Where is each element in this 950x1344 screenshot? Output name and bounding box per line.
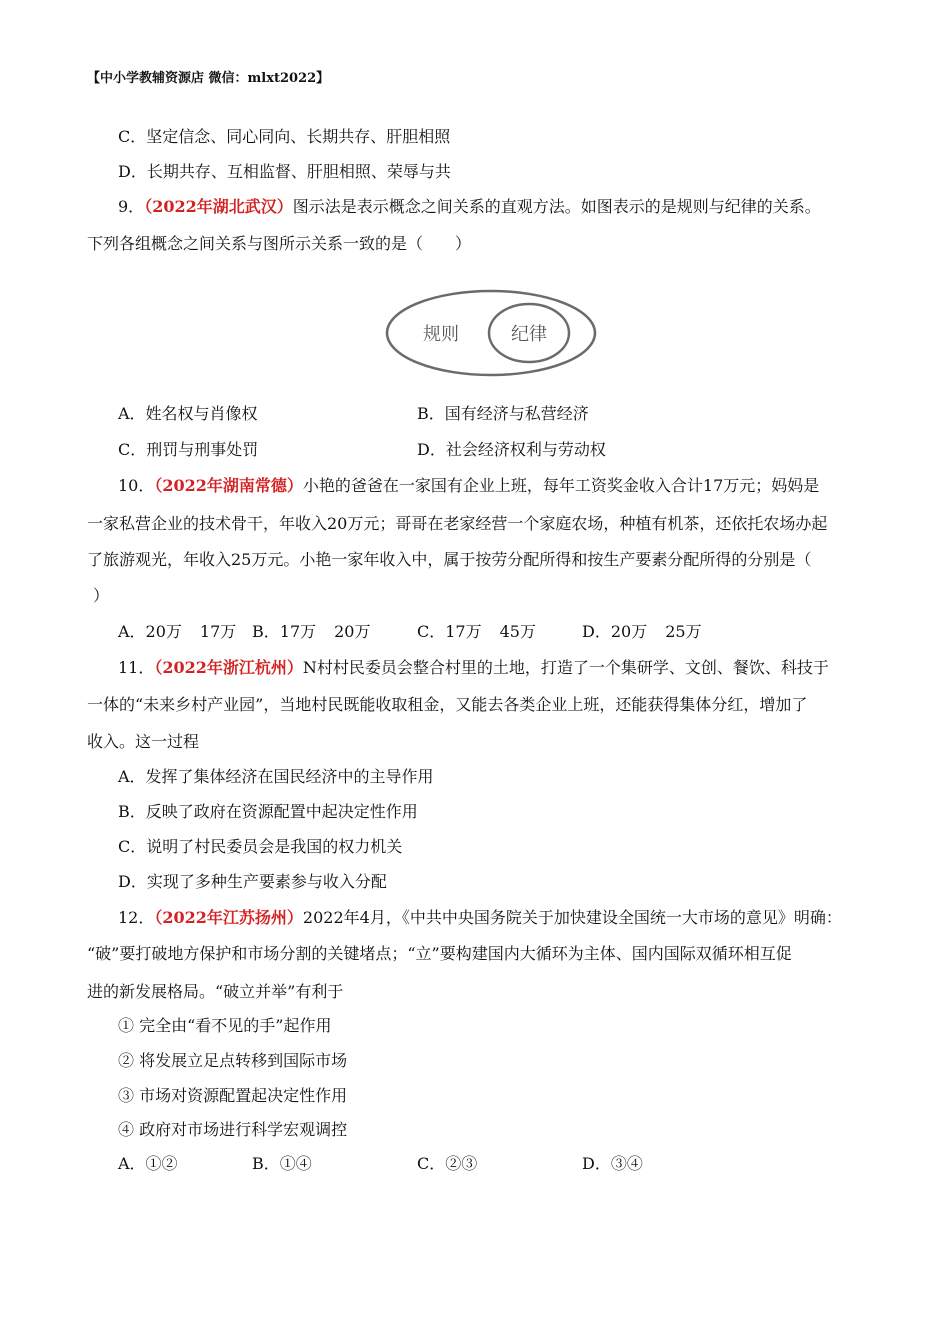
q10-option-b-label: B．17万: [252, 622, 317, 641]
q10-option-c-label: C．17万: [417, 622, 482, 641]
q9-number: 9．: [118, 197, 145, 216]
q11-line3: 收入。这一过程: [87, 732, 200, 751]
inner-label-discipline: 纪律: [511, 324, 547, 345]
q11-line1: [118, 658, 829, 678]
q8-option-c: C．坚定信念、同心同向、长期共存、肝胆相照: [118, 127, 451, 146]
q8-option-d: D．长期共存、互相监督、肝胆相照、荣辱与共: [118, 162, 451, 181]
q12-line3: 进的新发展格局。“破立并举”有利于: [87, 982, 344, 1001]
q10-line2: 一家私营企业的技术骨干，年收入20万元；哥哥在老家经营一个家庭农场，种植有机茶，还依托农场办起: [87, 514, 828, 533]
q12-line1: [118, 908, 842, 928]
q12-number: 12．: [118, 908, 155, 927]
q10-number: 10．: [118, 476, 155, 495]
q9-option-a: A．姓名权与肖像权: [118, 404, 258, 423]
q12-source: （2022年江苏扬州）: [154, 908, 303, 927]
outer-label-rules: 规则: [423, 324, 459, 345]
q11-option-b: B．反映了政府在资源配置中起决定性作用: [118, 802, 418, 821]
q12-statement-2: ② 将发展立足点转移到国际市场: [118, 1051, 348, 1070]
q10-option-d-label: D．20万: [582, 622, 648, 641]
q10-line3: 了旅游观光，年收入25万元。小艳一家年收入中，属于按劳分配所得和按生产要素分配所得的分别是（: [87, 550, 812, 569]
q10-option-c: [417, 622, 536, 642]
q11-stem-1: N村村民委员会整合村里的土地，打造了一个集研学、文创、餐饮、科技于: [302, 658, 829, 677]
q10-option-d: [582, 622, 702, 642]
q11-source: （2022年浙江杭州）: [154, 658, 303, 677]
q12-statement-1: ① 完全由“看不见的手”起作用: [118, 1016, 332, 1035]
q10-option-a: [118, 622, 236, 642]
q11-option-d: D．实现了多种生产要素参与收入分配: [118, 872, 387, 891]
q12-stem-1: 2022年4月，《中共中央国务院关于加快建设全国统一大市场的意见》明确：: [302, 908, 842, 927]
q12-statement-3: ③ 市场对资源配置起决定性作用: [118, 1086, 348, 1105]
rules-discipline-venn-diagram: [383, 288, 599, 378]
q10-stem-1: 小艳的爸爸在一家国有企业上班，每年工资奖金收入合计17万元；妈妈是: [302, 476, 820, 495]
q9-line2: 下列各组概念之间关系与图所示关系一致的是（ ）: [87, 234, 472, 253]
q10-option-b-value: 20万: [334, 622, 371, 641]
q12-line2: “破”要打破地方保护和市场分割的关键堵点；“立”要构建国内大循环为主体、国内国际双循环相互促: [87, 944, 792, 963]
q10-line1: [118, 476, 819, 496]
q10-source: （2022年湖南常德）: [154, 476, 303, 495]
q9-stem-1: 图示法是表示概念之间关系的直观方法。如图表示的是规则与纪律的关系。: [292, 197, 821, 216]
q12-statement-4: ④ 政府对市场进行科学宏观调控: [118, 1120, 348, 1139]
q10-option-a-label: A．20万: [118, 622, 182, 641]
q12-option-b: B．①④: [252, 1154, 312, 1173]
q10-option-c-value: 45万: [499, 622, 536, 641]
q12-option-a: A．①②: [118, 1154, 178, 1173]
outer-ellipse-rules: [387, 291, 595, 375]
q10-option-b: [252, 622, 371, 642]
page-header-watermark: 【中小学教辅资源店 微信：mlxt2022】: [87, 71, 330, 86]
q11-number: 11．: [118, 658, 155, 677]
q12-option-c: C．②③: [417, 1154, 478, 1173]
q9-option-d: D．社会经济权利与劳动权: [417, 440, 606, 459]
q9-source: （2022年湖北武汉）: [144, 197, 293, 216]
q9-line1: [118, 197, 821, 217]
q9-option-c: C．刑罚与刑事处罚: [118, 440, 259, 459]
q10-option-a-value: 17万: [199, 622, 237, 641]
q9-option-b: B．国有经济与私营经济: [417, 404, 589, 423]
q11-line2: 一体的“未来乡村产业园”，当地村民既能收取租金，又能去各类企业上班，还能获得集体分红，增加了: [87, 695, 808, 714]
q12-option-d: D．③④: [582, 1154, 643, 1173]
q10-option-d-value: 25万: [665, 622, 702, 641]
q11-option-c: C．说明了村民委员会是我国的权力机关: [118, 837, 403, 856]
q11-option-a: A．发挥了集体经济在国民经济中的主导作用: [118, 767, 434, 786]
q10-line4: ）: [93, 586, 110, 605]
